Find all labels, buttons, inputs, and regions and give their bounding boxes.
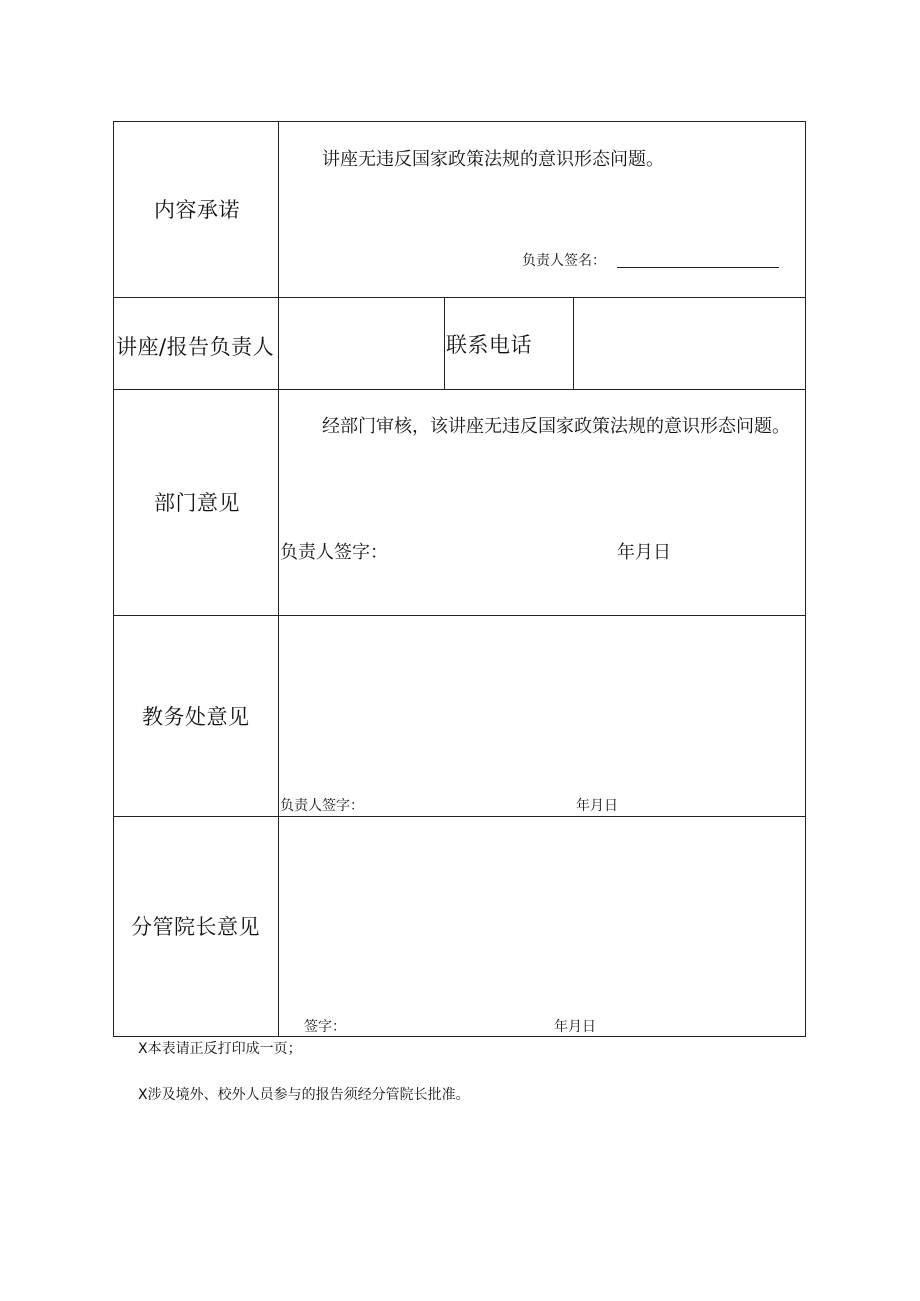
department-date-label: 年月日 [617,542,671,563]
department-signature-label: 负责人签字： [280,542,388,563]
commitment-statement: 讲座无违反国家政策法规的意识形态问题。 [322,149,664,170]
content-commitment-label: 内容承诺 [154,198,240,222]
academic-affairs-opinion-field[interactable] [279,616,805,796]
vice-president-opinion-label: 分管院长意见 [131,915,260,939]
commitment-signature-line[interactable] [617,267,779,268]
vice-president-signature-label: 签字： [304,1019,346,1035]
column-divider [444,297,445,389]
academic-affairs-signature-label: 负责人签字： [280,798,364,814]
row-divider [113,389,806,390]
commitment-signature-label: 负责人签名： [522,253,606,269]
phone-field[interactable] [574,298,805,389]
phone-label: 联系电话 [446,333,532,357]
vice-president-opinion-field[interactable] [279,817,805,1017]
academic-affairs-opinion-label: 教务处意见 [142,705,250,729]
vice-president-date-label: 年月日 [554,1019,596,1035]
academic-affairs-date-label: 年月日 [576,798,618,814]
lecture-owner-label: 讲座/报告负责人 [116,335,275,359]
department-review-statement: 经部门审核，该讲座无违反国家政策法规的意识形态问题。 [322,416,790,437]
lecture-owner-field[interactable] [279,298,444,389]
note-external-approval: X涉及境外、校外人员参与的报告须经分管院长批准。 [138,1087,470,1103]
department-opinion-label: 部门意见 [154,491,240,515]
note-print-double-sided: X本表请正反打印成一页； [138,1041,302,1057]
